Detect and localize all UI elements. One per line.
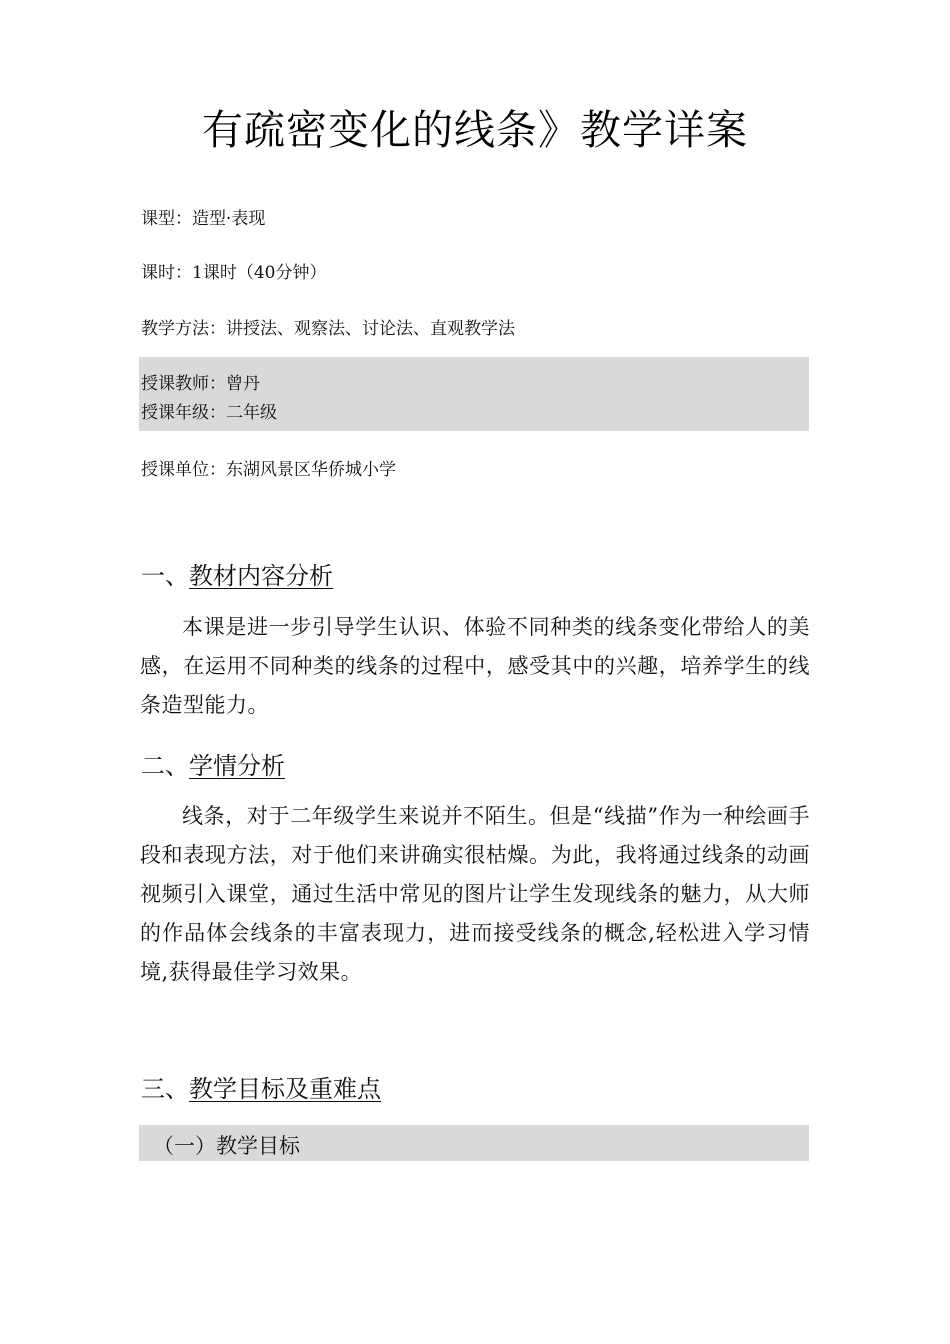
section-heading-1 bbox=[141, 560, 333, 592]
section-number-2: 二、 bbox=[141, 752, 189, 780]
school: 授课单位：东湖风景区华侨城小学 bbox=[141, 460, 396, 480]
section-paragraph-1: 本课是进一步引导学生认识、体验不同种类的线条变化带给人的美感，在运用不同种类的线条的过程中，感受其中的兴趣，培养学生的线条造型能力。 bbox=[140, 615, 810, 717]
section-number-1: 一、 bbox=[141, 562, 189, 590]
teacher: 授课教师：曾丹 bbox=[141, 374, 260, 394]
document-title: 有疏密变化的线条》教学详案 bbox=[202, 106, 748, 154]
section-title-1: 教材内容分析 bbox=[189, 562, 333, 590]
teacher-grade-highlight bbox=[139, 357, 809, 431]
section-paragraph-2: 线条，对于二年级学生来说并不陌生。但是“线描”作为一种绘画手段和表现方法，对于他们来讲确实很枯燥。为此，我将通过线条的动画视频引入课堂，通过生活中常见的图片让学生发现线条的魅力，从大师的作品体会线条的丰富表现力，进而接受线条的概念,轻松进入学习情境,获得最佳学习效果。 bbox=[140, 804, 810, 984]
section-heading-2 bbox=[141, 750, 285, 782]
teaching-methods: 教学方法：讲授法、观察法、讨论法、直观教学法 bbox=[141, 319, 515, 339]
section-title-2: 学情分析 bbox=[189, 752, 285, 780]
grade: 授课年级：二年级 bbox=[141, 403, 277, 423]
subheading-teaching-goals: （一）教学目标 bbox=[153, 1134, 300, 1158]
subheading-highlight bbox=[139, 1125, 809, 1161]
course-type: 课型：造型·表现 bbox=[141, 209, 266, 229]
section-number-3: 三、 bbox=[141, 1075, 189, 1103]
course-duration: 课时：1课时（40分钟） bbox=[141, 263, 327, 283]
section-heading-3 bbox=[141, 1073, 381, 1105]
section-title-3: 教学目标及重难点 bbox=[189, 1075, 381, 1103]
